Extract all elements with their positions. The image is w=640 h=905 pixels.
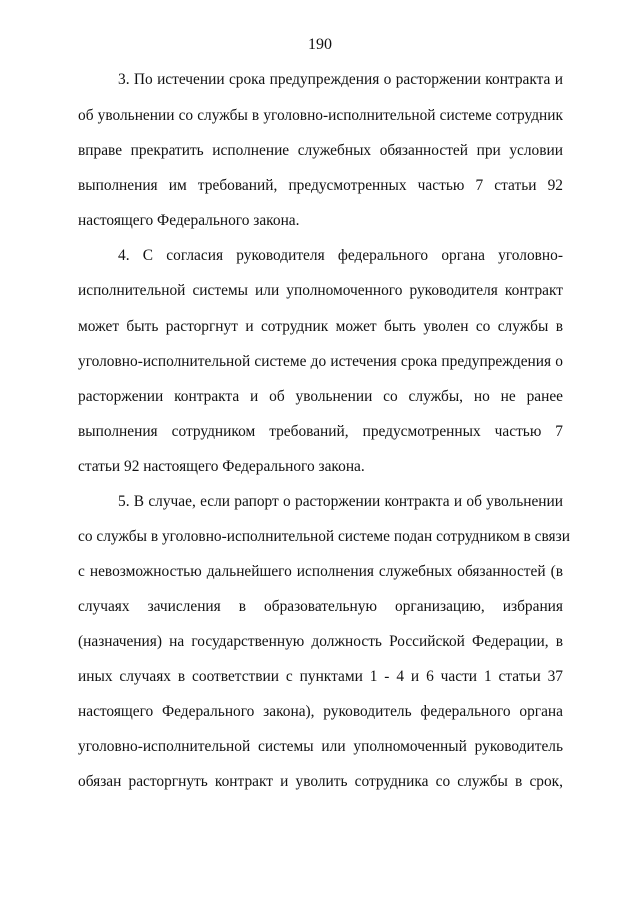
paragraph-4-line-5: расторжении контракта и об увольнении со службы, но не ранее xyxy=(78,388,563,405)
paragraph-4-line-2: исполнительной системы или уполномоченного руководителя контракт xyxy=(78,282,563,299)
page-number: 190 xyxy=(308,36,332,53)
paragraph-4-line-7: статьи 92 настоящего Федерального закона. xyxy=(78,458,365,475)
paragraph-3-line-5: настоящего Федерального закона. xyxy=(78,212,300,229)
paragraph-5-line-4: случаях зачисления в образовательную организацию, избрания xyxy=(78,598,563,615)
paragraph-5-line-8: уголовно-исполнительной системы или уполномоченный руководитель xyxy=(78,738,563,755)
paragraph-5-line-7: настоящего Федерального закона), руководитель федерального органа xyxy=(78,703,563,720)
paragraph-3-line-2: об увольнении со службы в уголовно-исполнительной системе сотрудник xyxy=(78,107,563,124)
paragraph-5-line-5: (назначения) на государственную должность Российской Федерации, в xyxy=(78,633,563,650)
paragraph-5-line-1: 5. В случае, если рапорт о расторжении контракта и об увольнении xyxy=(118,493,563,510)
paragraph-3-line-1: 3. По истечении срока предупреждения о расторжении контракта и xyxy=(118,71,563,88)
paragraph-5-line-3: с невозможностью дальнейшего исполнения служебных обязанностей (в xyxy=(78,563,563,580)
paragraph-4-line-6: выполнения сотрудником требований, предусмотренных частью 7 xyxy=(78,423,563,440)
paragraph-3-line-4: выполнения им требований, предусмотренных частью 7 статьи 92 xyxy=(78,177,563,194)
paragraph-5-line-9: обязан расторгнуть контракт и уволить сотрудника со службы в срок, xyxy=(78,773,563,790)
paragraph-4-line-3: может быть расторгнут и сотрудник может быть уволен со службы в xyxy=(78,318,563,335)
paragraph-4-line-1: 4. С согласия руководителя федерального органа уголовно- xyxy=(118,247,563,264)
paragraph-3-line-3: вправе прекратить исполнение служебных обязанностей при условии xyxy=(78,142,563,159)
paragraph-5-line-6: иных случаях в соответствии с пунктами 1 - 4 и 6 части 1 статьи 37 xyxy=(78,668,563,685)
paragraph-4-line-4: уголовно-исполнительной системе до истечения срока предупреждения о xyxy=(78,353,563,370)
paragraph-5-line-2: со службы в уголовно-исполнительной системе подан сотрудником в связи xyxy=(78,528,570,545)
